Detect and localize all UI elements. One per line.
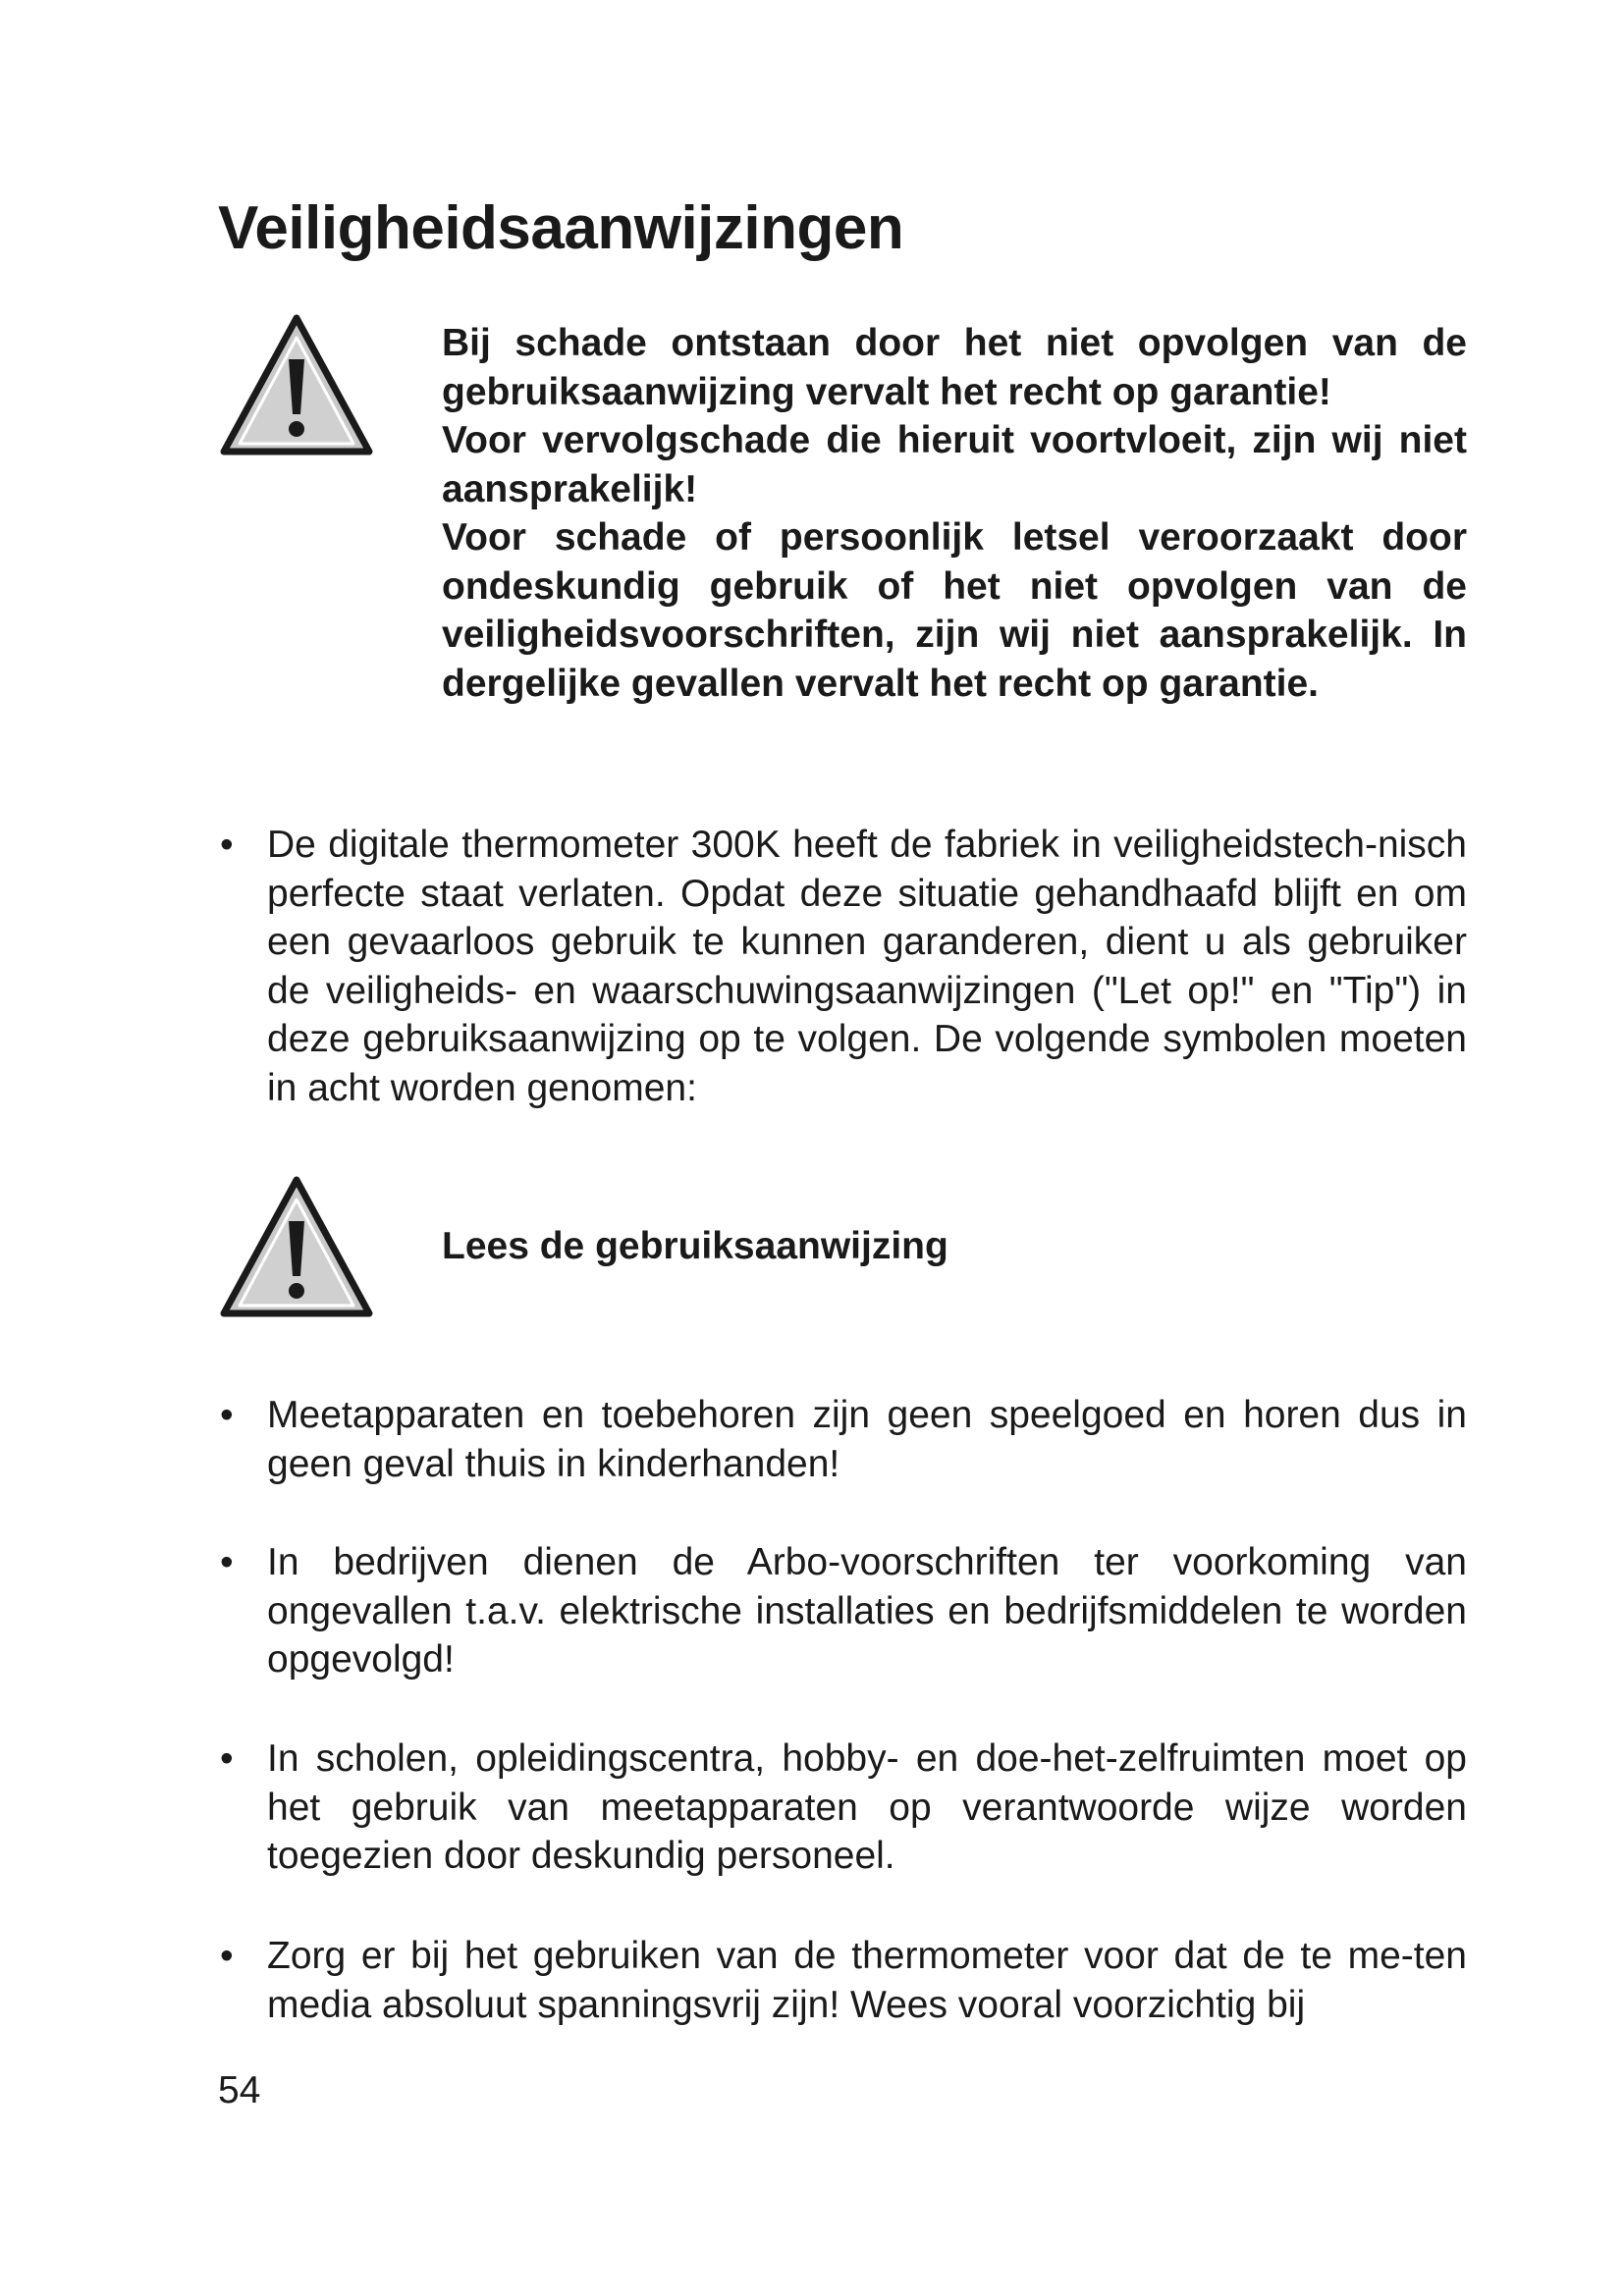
list-item-text: In scholen, opleidingscentra, hobby- en doe-het-zelfruimten moet op het gebruik van meetapparaten op verantwoorde wijze worden toegezien door deskundig personeel. xyxy=(267,1737,1467,1877)
bullet-icon: • xyxy=(220,1541,234,1583)
warning-triangle-icon xyxy=(218,312,375,459)
list-item xyxy=(218,1932,1467,2029)
warning-paragraph: Voor vervolgschade die hieruit voortvloeit, zijn wij niet aansprakelijk! xyxy=(442,419,1467,510)
list-item-text: De digitale thermometer 300K heeft de fabriek in veiligheidstech-nisch perfecte staat verlaten. Opdat deze situatie gehandhaafd blijft en om een gevaarloos gebruik te kunnen garanderen, dient u als gebruiker de veiligheids- en waarschuwingsaanwijzingen ("Let op!" en "Tip") in deze gebruiksaanwijzing op te volgen. De volgende symbolen moeten in acht worden genomen: xyxy=(267,824,1467,1109)
bullet-icon: • xyxy=(220,1394,234,1436)
list-item-text: In bedrijven dienen de Arbo-voorschriften ter voorkoming van ongevallen t.a.v. elektrische installaties en bedrijfsmiddelen te worden opgevolgd! xyxy=(267,1541,1467,1681)
warning-paragraph: Bij schade ontstaan door het niet opvolgen van de gebruiksaanwijzing vervalt het recht op garantie! xyxy=(442,322,1467,413)
warning-paragraph: Voor schade of persoonlijk letsel veroorzaakt door ondeskundig gebruik of het niet opvolgen van de veiligheidsvoorschriften, zijn wij niet aansprakelijk. In dergelijke gevallen vervalt het recht op garantie. xyxy=(442,516,1467,705)
symbol-label: Lees de gebruiksaanwijzing xyxy=(442,1225,948,1267)
list-item xyxy=(218,1538,1467,1684)
page-number: 54 xyxy=(218,2069,261,2111)
bullet-icon: • xyxy=(220,824,234,866)
list-item xyxy=(218,821,1467,1112)
warning-text xyxy=(442,319,1467,708)
list-item xyxy=(218,1735,1467,1881)
bullet-icon: • xyxy=(220,1935,234,1977)
list-item-text: Zorg er bij het gebruiken van de thermometer voor dat de te me-ten media absoluut spanningsvrij zijn! Wees vooral voorzichtig bij xyxy=(267,1935,1467,2026)
list-item xyxy=(218,1391,1467,1488)
list-item-text: Meetapparaten en toebehoren zijn geen speelgoed en horen dus in geen geval thuis in kinderhanden! xyxy=(267,1394,1467,1485)
warning-triangle-icon xyxy=(218,1174,375,1321)
page-title: Veiligheidsaanwijzingen xyxy=(218,194,904,262)
bullet-icon: • xyxy=(220,1737,234,1780)
